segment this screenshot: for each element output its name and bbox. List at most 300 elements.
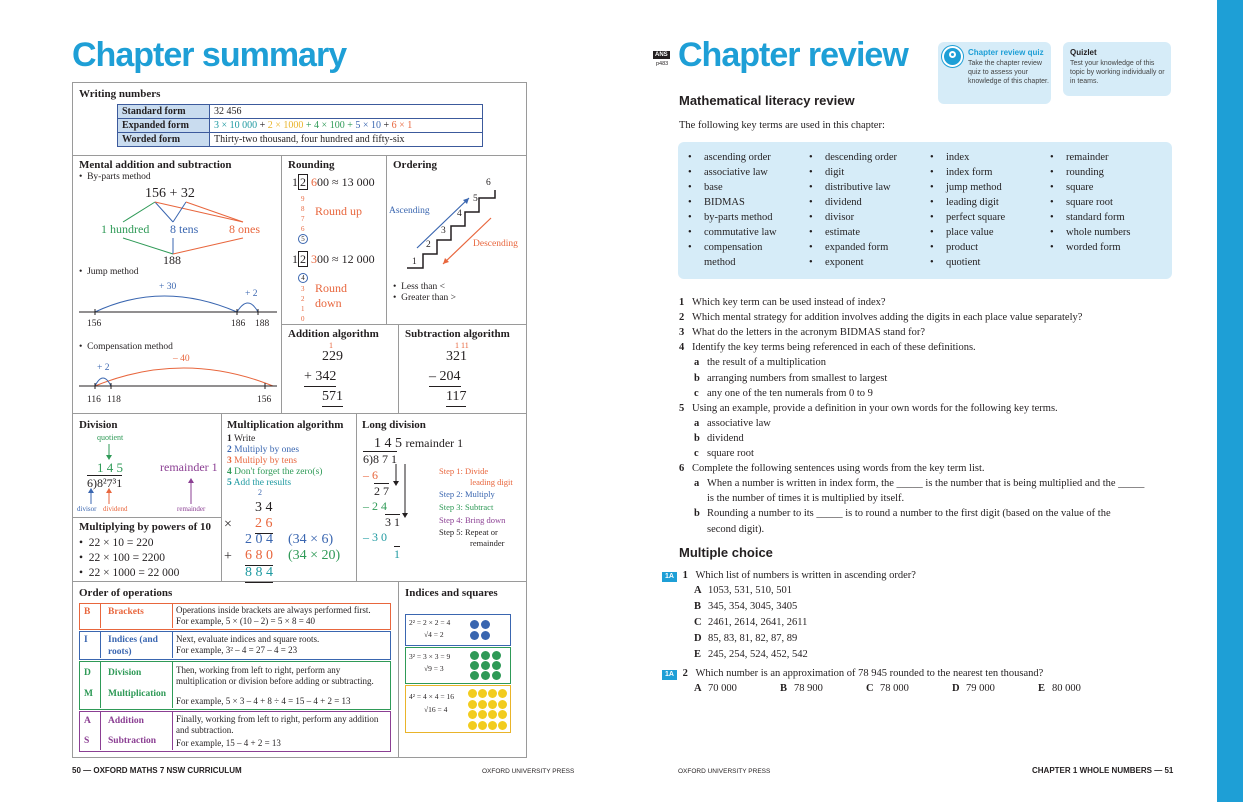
expanded-part: + (257, 120, 268, 131)
bullet: • (930, 152, 934, 163)
dm-example: For example, 5 × 3 – 4 + 8 ÷ 4 = 15 – 4 + 2 = 13 (176, 696, 351, 706)
subtraction-line2: – 204 (429, 368, 461, 387)
option-letter: D (694, 633, 702, 644)
question-text: the result of a multiplication (707, 357, 826, 369)
question-number: 3 (679, 327, 685, 339)
root-eq: √16 = 4 (424, 705, 448, 714)
bullet: • (930, 197, 934, 208)
question-text: Rounding a number to its _____ is to round a number to the first digit (based on the value of the (707, 508, 1111, 520)
digit: 9 (301, 195, 305, 203)
staircase-diagram (387, 176, 527, 276)
question-line (679, 342, 976, 355)
bullet: • (1050, 227, 1054, 238)
bullet-text: Greater than > (401, 293, 457, 303)
dot (488, 721, 497, 730)
ld-step-1b: leading digit (470, 477, 513, 487)
dot (470, 631, 479, 640)
option-text: 2461, 2614, 2641, 2611 (708, 617, 808, 628)
bidmas-row-as (79, 711, 391, 752)
question-text: arranging numbers from smallest to largest (707, 372, 888, 384)
bullet: • (809, 197, 813, 208)
bullet: • (688, 182, 692, 193)
key-term-text: expanded form (825, 242, 889, 253)
mc-question-2 (662, 668, 1043, 681)
digit: 00 ≈ 12 000 (317, 252, 375, 266)
key-term (930, 197, 999, 208)
question-number: b (694, 508, 700, 520)
chapter-review-quiz-card[interactable] (938, 42, 1051, 104)
square-row-3 (405, 647, 511, 684)
dot (478, 700, 487, 709)
bullet: • (688, 227, 692, 238)
ld-step-1: Step 1: Divide (439, 466, 489, 476)
ld-step-5: Step 5: Repeat or (439, 527, 498, 537)
mult-line1: 3 4 (255, 500, 273, 515)
option-text: 1053, 531, 510, 501 (708, 585, 792, 596)
bullet: • (930, 182, 934, 193)
mc2-options (694, 683, 1114, 697)
page-title-summary: Chapter summary (72, 36, 347, 74)
question-line (694, 508, 1111, 521)
bullet: • (688, 242, 692, 253)
bullet: • (1050, 182, 1054, 193)
key-term (1050, 197, 1113, 208)
option-text: 80 000 (1052, 683, 1081, 694)
digit: 3 (311, 252, 317, 266)
bullet: • (1050, 242, 1054, 253)
key-term-text: square root (1066, 197, 1113, 208)
divider (100, 712, 101, 750)
footer-left: 50 — OXFORD MATHS 7 NSW CURRICULUM (72, 766, 242, 775)
mult-line4-note: (34 × 20) (288, 548, 341, 563)
topic-tag[interactable]: 1A (662, 572, 677, 582)
key-term (809, 182, 891, 193)
square-eq: 4² = 4 × 4 = 16 (409, 692, 454, 701)
key-term (809, 197, 862, 208)
descending-label: Descending (473, 239, 518, 249)
key-term-text: method (704, 257, 736, 268)
square-eq: 2² = 2 × 2 = 4 (409, 618, 451, 627)
digit-circled: 4 (298, 273, 308, 283)
key-term (930, 182, 1002, 193)
step-number: 3 (227, 456, 232, 466)
key-term-text: index form (946, 167, 993, 178)
addition-line2: + 342 (304, 368, 336, 387)
expanded-part: 2 × 1000 (267, 120, 304, 131)
rounding-example-2 (292, 252, 375, 267)
dot (478, 710, 487, 719)
ascending-label: Ascending (389, 206, 430, 216)
mc-option[interactable] (1038, 683, 1081, 696)
by-parts-sum: 156 + 32 (145, 186, 195, 201)
bullet: • (688, 152, 692, 163)
question-text: When a number is written in index form, the _____ is the number that is being multiplied and the _____ (707, 478, 1145, 490)
ld-row-6: 1 (394, 547, 400, 561)
bullet: • (809, 242, 813, 253)
dot (468, 689, 477, 698)
question-number: 2 (682, 668, 688, 679)
ld-row-5: – 3 0 (363, 530, 387, 544)
bullet: • (809, 227, 813, 238)
option-letter: D (952, 683, 960, 694)
addition-line1: 229 (322, 349, 343, 364)
question-number: 1 (682, 570, 688, 581)
bullet: • (688, 167, 692, 178)
key-term-text: perfect square (946, 212, 1006, 223)
quotient-digits: 1 4 5 (374, 436, 402, 451)
dot (498, 710, 507, 719)
key-term (688, 167, 768, 178)
digit: 7 (301, 215, 305, 223)
brackets-example: For example, 5 × (10 – 2) = 5 × 8 = 40 (176, 616, 316, 626)
tick-156b: 156 (257, 395, 272, 405)
step-number: 4 (227, 467, 232, 477)
bullet: • (1050, 152, 1054, 163)
option-text: 70 000 (708, 683, 737, 694)
division-bottom: 6)8²7³1 (87, 476, 123, 490)
question-text: Which number is an approximation of 78 945 rounded to the nearest ten thousand? (695, 668, 1044, 679)
mc-question-1 (662, 570, 916, 583)
mult-line3: 2 0 4 (245, 532, 273, 547)
bring-down-arrows (391, 462, 411, 522)
key-term-text: jump method (946, 182, 1002, 193)
dot (470, 671, 479, 680)
jump2-label: + 2 (245, 289, 258, 299)
dot (492, 651, 501, 660)
key-term-text: BIDMAS (704, 197, 745, 208)
as-example: For example, 15 – 4 + 2 = 13 (176, 738, 281, 748)
bullet: • (1050, 212, 1054, 223)
key-term-text: product (946, 242, 979, 253)
question-number: b (694, 432, 700, 444)
step-text: Don't forget the zero(s) (234, 467, 323, 477)
subtraction-panel (398, 324, 527, 414)
bullet: • (809, 152, 813, 163)
addition-title: Addition algorithm (288, 328, 379, 340)
digit: 6 (301, 225, 305, 233)
writing-numbers-panel (72, 82, 527, 156)
worded-form-label: Worded form (118, 133, 210, 147)
mc-option[interactable] (694, 617, 807, 630)
key-term-text: square (1066, 182, 1094, 193)
comp2-label: + 2 (97, 363, 110, 373)
step-text: Multiply by tens (234, 456, 297, 466)
expanded-part: 3 × 10 000 (214, 120, 258, 131)
key-term (930, 212, 1005, 223)
addition-carry: 1 (329, 341, 333, 350)
expanded-part: 5 × 10 (355, 120, 381, 131)
key-term (688, 227, 777, 238)
division-top: 1 4 5 (97, 460, 123, 475)
key-term (930, 152, 969, 163)
option-letter: C (694, 617, 702, 628)
bullet: • (809, 257, 813, 268)
mc-option[interactable] (866, 683, 909, 696)
key-term (930, 167, 992, 178)
footer-publisher-left: OXFORD UNIVERSITY PRESS (482, 768, 575, 775)
mult-title: Multiplication algorithm (227, 419, 344, 431)
key-term-text: compensation (704, 242, 763, 253)
key-term-text: rounding (1066, 167, 1104, 178)
literacy-heading: Mathematical literacy review (679, 93, 855, 108)
subtraction-label: Subtraction (108, 736, 157, 746)
question-number: 2 (679, 312, 685, 324)
bullet: • (809, 212, 813, 223)
key-term (930, 242, 978, 253)
key-term (1050, 227, 1130, 238)
letter-i: I (84, 635, 88, 645)
ld-step-3: Step 3: Subtract (439, 502, 494, 512)
ans-badge[interactable]: ANS (655, 52, 668, 58)
mc-option[interactable] (694, 601, 797, 614)
remainder-label: remainder (177, 505, 206, 513)
digit: 1 (301, 305, 305, 313)
option-text: 85, 83, 81, 82, 87, 89 (708, 633, 798, 644)
bullet: • (688, 212, 692, 223)
addition-panel (281, 324, 399, 414)
square-row-4 (405, 685, 511, 733)
addition-line3: 571 (322, 388, 343, 407)
powers-item-1: • 22 × 10 = 220 (79, 537, 154, 549)
key-term (1050, 152, 1109, 163)
question-line (694, 373, 887, 386)
divider (172, 632, 173, 658)
question-text: square root (707, 448, 754, 459)
brackets-label: Brackets (108, 607, 144, 617)
question-line (694, 388, 873, 401)
step-number: 1 (227, 434, 232, 444)
page-title-review: Chapter review (678, 36, 908, 74)
greater-than: • Greater than > (393, 293, 457, 303)
option-letter: E (694, 649, 702, 660)
long-division-panel (356, 413, 527, 582)
question-text: associative law (707, 417, 771, 429)
key-term (809, 167, 844, 178)
question-line (679, 403, 1058, 416)
mc-option[interactable] (780, 683, 823, 696)
addition-label: Addition (108, 716, 144, 726)
key-term-text: commutative law (704, 227, 777, 238)
letter-m: M (84, 689, 93, 699)
key-term-text: quotient (946, 257, 981, 268)
ld-row-3: – 2 4 (363, 499, 387, 513)
worded-form-value: Thirty-two thousand, four hundred and fifty-six (210, 133, 483, 147)
dot (478, 721, 487, 730)
key-term (688, 182, 723, 193)
dot (492, 661, 501, 670)
question-number: a (694, 357, 700, 369)
question-line (694, 493, 904, 506)
key-term (688, 197, 745, 208)
letter-s: S (84, 736, 90, 746)
subtraction-line3: 117 (446, 388, 466, 407)
mental-title: Mental addition and subtraction (79, 159, 232, 171)
dot (488, 689, 497, 698)
question-text: Which key term can be used instead of index? (692, 297, 886, 308)
option-text: 78 000 (880, 683, 909, 694)
key-term (688, 152, 771, 163)
yellow-dot-grid (468, 689, 512, 733)
rounding-panel (281, 155, 387, 325)
indices-example: For example, 3² – 4 = 27 – 4 = 23 (176, 645, 298, 655)
powers-item-3: • 22 × 1000 = 22 000 (79, 567, 180, 579)
key-term-text: distributive law (825, 182, 891, 193)
dot (481, 631, 490, 640)
letter-d: D (84, 668, 91, 678)
key-term (809, 212, 854, 223)
key-term (930, 257, 980, 268)
dot (481, 671, 490, 680)
long-division-title: Long division (362, 419, 426, 431)
expanded-form-label: Expanded form (118, 119, 210, 133)
divider (100, 632, 101, 658)
ld-row-1: – 6 (363, 468, 378, 482)
less-than: • Less than < (393, 282, 445, 292)
bullet-text: Jump method (87, 267, 139, 277)
key-term-text: worded form (1066, 242, 1121, 253)
bullet-text: Less than < (401, 282, 445, 292)
key-term-text: associative law (704, 167, 768, 178)
key-term-text: leading digit (946, 197, 999, 208)
question-line (694, 524, 764, 537)
bullet-text: 22 × 1000 = 22 000 (88, 567, 180, 579)
question-number: 4 (679, 342, 685, 354)
powers-title: Multiplying by powers of 10 (79, 521, 212, 533)
question-text: Complete the following sentences using words from the key term list. (692, 463, 985, 475)
subtraction-line1: 321 (446, 349, 467, 364)
bidmas-row-dm (79, 661, 391, 710)
bullet: • (930, 242, 934, 253)
mc-option[interactable] (952, 683, 995, 696)
mc-option[interactable] (694, 585, 792, 598)
ordering-title: Ordering (393, 159, 437, 171)
divisor-label: divisor (77, 505, 97, 513)
bullet: • (1050, 167, 1054, 178)
dot (498, 689, 507, 698)
quiz-title: Chapter review quiz (968, 48, 1044, 57)
hundred-label: 1 hundred (101, 222, 150, 236)
bidmas-row-i (79, 631, 391, 660)
long-division-top (374, 435, 463, 453)
mult-times: × (224, 517, 232, 532)
tick-186: 186 (231, 319, 246, 329)
mc-option[interactable] (694, 633, 797, 646)
bullet: • (1050, 197, 1054, 208)
step-text: Add the results (233, 478, 292, 488)
topic-tag[interactable]: 1A (662, 670, 677, 680)
key-term-text: dividend (825, 197, 862, 208)
step-6: 6 (486, 178, 491, 188)
key-term (809, 257, 864, 268)
option-letter: A (694, 683, 702, 694)
key-term (1050, 212, 1125, 223)
digit: 1 (292, 252, 298, 266)
bullet-text: Compensation method (87, 342, 173, 352)
dot (468, 700, 477, 709)
square-row-2 (405, 614, 511, 646)
mc-option[interactable] (694, 649, 808, 662)
key-term (688, 212, 773, 223)
option-letter: B (780, 683, 788, 694)
key-term (688, 257, 736, 268)
multiplication-label: Multiplication (108, 689, 167, 699)
mult-line3-note: (34 × 6) (288, 532, 334, 547)
key-term (809, 152, 897, 163)
long-division-remainder: remainder 1 (405, 436, 464, 450)
question-line (679, 297, 886, 310)
division-remainder: remainder 1 (160, 460, 218, 474)
quizlet-card[interactable] (1063, 42, 1171, 96)
step-3: 3 (441, 226, 446, 236)
dot (492, 671, 501, 680)
key-term-text: exponent (825, 257, 864, 268)
key-term-text: divisor (825, 212, 855, 223)
order-ops-title: Order of operations (79, 587, 173, 599)
dot (488, 710, 497, 719)
question-line (694, 448, 754, 461)
table-row (118, 133, 483, 147)
footer-publisher-right: OXFORD UNIVERSITY PRESS (678, 768, 771, 775)
jump-number-line (73, 280, 283, 324)
step-text: Multiply by ones (234, 445, 300, 455)
key-term-text: whole numbers (1066, 227, 1131, 238)
question-line (679, 463, 985, 476)
literacy-intro: The following key terms are used in this chapter: (679, 120, 885, 131)
bullet: • (809, 182, 813, 193)
dot (488, 700, 497, 709)
option-letter: E (1038, 683, 1046, 694)
bullet: • (930, 227, 934, 238)
step-number: 5 (227, 478, 232, 488)
brackets-desc: Operations inside brackets are always performed first. (176, 605, 371, 615)
question-text: Using an example, provide a definition in your own words for the following key terms. (692, 402, 1058, 414)
powers-panel (72, 517, 222, 582)
bullet: • (930, 167, 934, 178)
step-5: 5 (473, 194, 478, 204)
expanded-part: + (380, 120, 392, 131)
dm-desc: Then, working from left to right, perform any multiplication or division before adding or subtracting. (176, 665, 374, 687)
step-text: Write (233, 434, 256, 444)
question-number: c (694, 387, 699, 399)
key-term-text: place value (946, 227, 994, 238)
subtraction-carry: 1 11 (455, 341, 469, 350)
dot (468, 721, 477, 730)
tick-188: 188 (255, 319, 270, 329)
divider (100, 604, 101, 628)
key-term-text: index (946, 152, 970, 163)
division-panel (72, 413, 222, 518)
key-term-text: by-parts method (704, 212, 773, 223)
table-row (118, 119, 483, 133)
question-line (679, 327, 925, 340)
key-terms-panel (678, 142, 1172, 279)
question-text: any one of the ten numerals from 0 to 9 (707, 387, 873, 399)
indices-squares-panel (398, 581, 527, 758)
ld-row-4: 3 1 (385, 515, 400, 529)
key-term-text: estimate (825, 227, 860, 238)
bullet-text: 22 × 100 = 2200 (88, 552, 166, 564)
digit-circled: 5 (298, 234, 308, 244)
digit-boxed: 2 (300, 175, 306, 189)
option-text: 245, 254, 524, 452, 542 (708, 649, 808, 660)
bullet: • (809, 167, 813, 178)
quiz-icon (942, 46, 963, 67)
digit: 3 (301, 285, 305, 293)
bullet-by-parts: • By-parts method (79, 172, 151, 182)
question-line (694, 418, 771, 431)
quiz-text: Take the chapter review quiz to assess your knowledge of this chapter. (968, 60, 1049, 86)
mc-option[interactable] (694, 683, 737, 696)
